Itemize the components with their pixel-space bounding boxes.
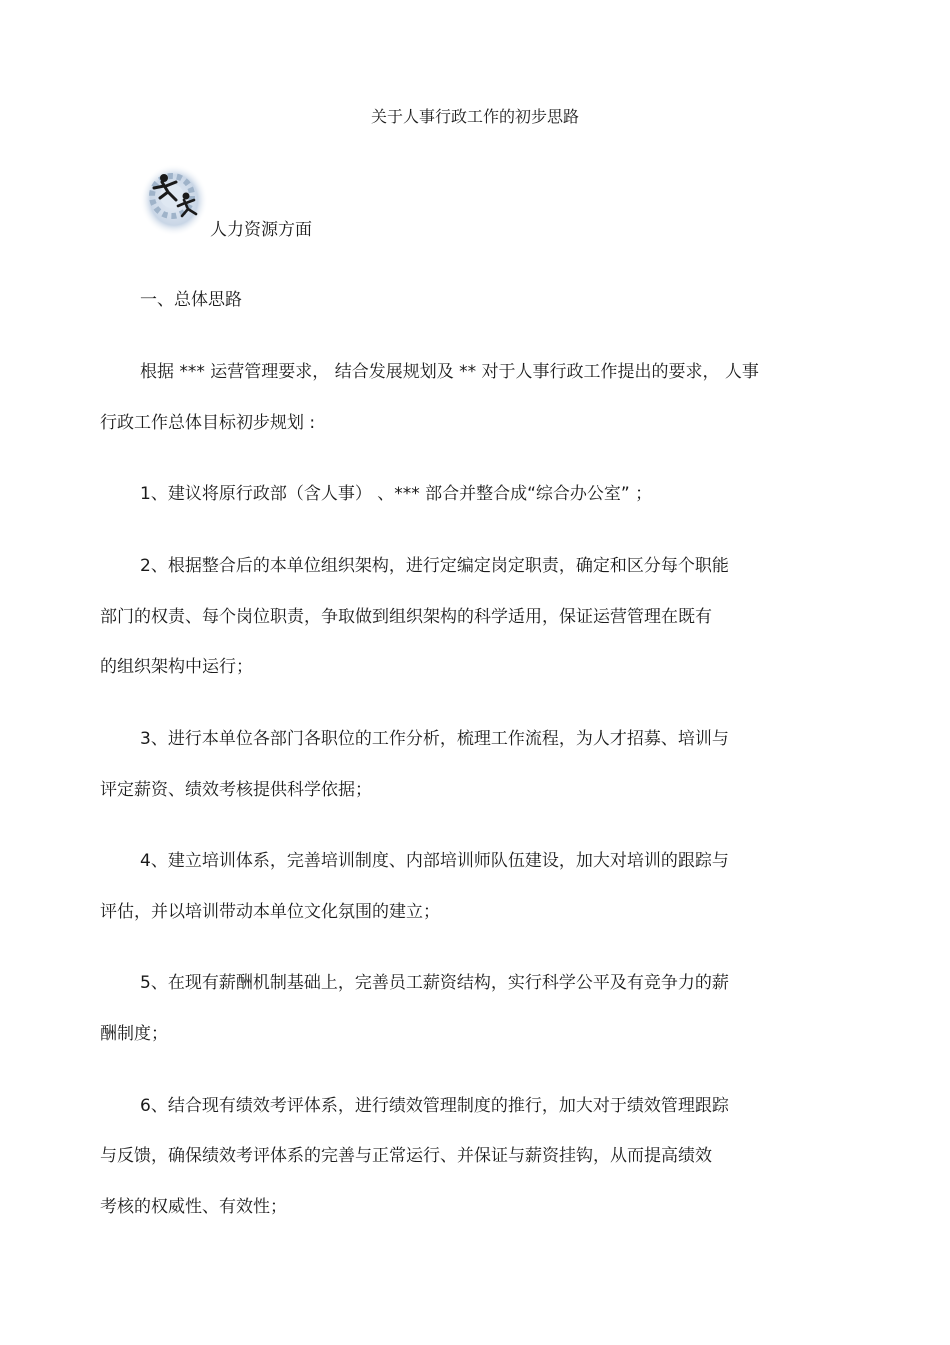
list-item-6-line2: 与反馈，确保绩效考评体系的完善与正常运行、并保证与薪资挂钩，从而提高绩效 [100,1146,712,1166]
list-item-4-line2: 评估，并以培训带动本单位文化氛围的建立； [100,902,440,922]
list-item-1: 1、建议将原行政部（含人事） 、*** 部合并整合成“综合办公室” ； [140,484,653,504]
running-figures-gear-icon [138,162,212,240]
list-item-3-line1: 3、进行本单位各部门各职位的工作分析，梳理工作流程，为人才招募、培训与 [140,729,729,749]
list-item-2-line3: 的组织架构中运行； [100,657,253,677]
list-item-3-line2: 评定薪资、绩效考核提供科学依据； [100,780,372,800]
list-item-5-line2: 酬制度； [100,1024,168,1044]
list-item-5-line1: 5、在现有薪酬机制基础上，完善员工薪资结构，实行科学公平及有竞争力的薪 [140,973,729,993]
list-item-4-line1: 4、建立培训体系，完善培训制度、内部培训师队伍建设，加大对培训的跟踪与 [140,851,729,871]
list-item-2-line1: 2、根据整合后的本单位组织架构，进行定编定岗定职责，确定和区分每个职能 [140,556,729,576]
intro-paragraph-line1: 根据 *** 运营管理要求， 结合发展规划及 ** 对于人事行政工作提出的要求， 人事 [140,362,759,382]
list-item-6-line3: 考核的权威性、有效性； [100,1197,287,1217]
list-item-2-line2: 部门的权责、每个岗位职责，争取做到组织架构的科学适用，保证运营管理在既有 [100,607,712,627]
section-label: 人力资源方面 [210,220,312,240]
intro-paragraph-line2: 行政工作总体目标初步规划 : [100,413,316,433]
heading-overall-thinking: 一、总体思路 [140,290,242,310]
document-title: 关于人事行政工作的初步思路 [370,107,579,126]
list-item-6-line1: 6、结合现有绩效考评体系，进行绩效管理制度的推行，加大对于绩效管理跟踪 [140,1096,729,1116]
